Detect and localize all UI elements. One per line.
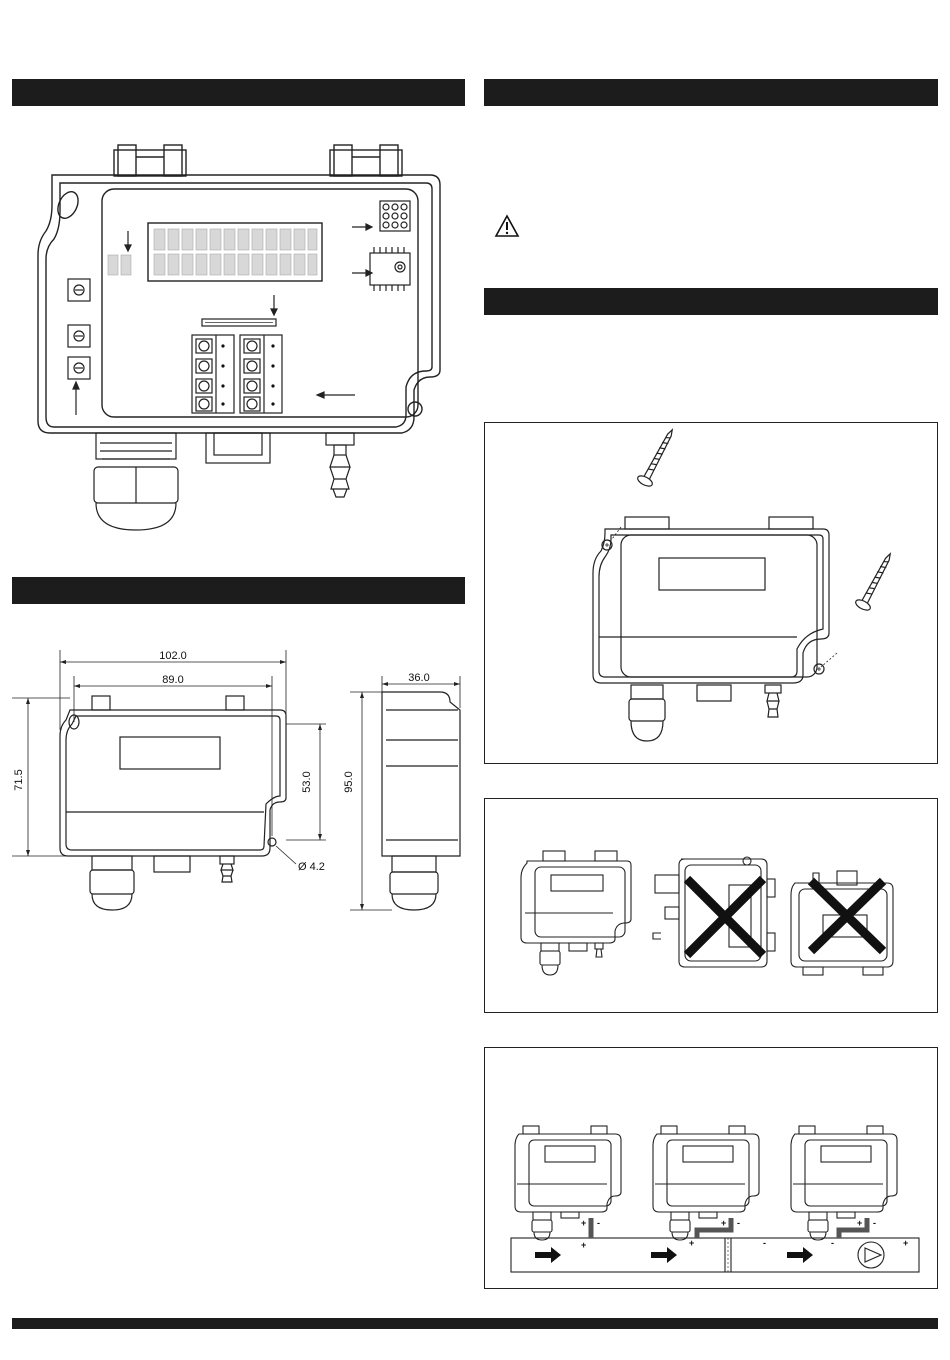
dim-inner-height: 53.0 <box>301 771 313 793</box>
svg-text:+: + <box>581 1240 587 1250</box>
svg-text:-: - <box>737 1218 740 1228</box>
svg-text:+: + <box>689 1238 695 1248</box>
cross-icon <box>687 879 883 955</box>
svg-text:-: - <box>763 1238 766 1248</box>
dim-width-overall: 102.0 <box>159 650 187 662</box>
svg-text:+: + <box>581 1218 587 1228</box>
dim-hole-spacing: 89.0 <box>162 674 184 686</box>
arrow-icon <box>535 1247 813 1263</box>
dim-side-height: 95.0 <box>343 771 355 793</box>
footer-bar <box>12 1318 938 1329</box>
svg-text:+: + <box>857 1218 863 1228</box>
dim-height-body: 71.5 <box>13 769 25 791</box>
panel-mounting <box>484 422 938 764</box>
panel-duct-installation <box>484 1047 938 1289</box>
orientation-illustration <box>485 799 939 1014</box>
dimension-drawing <box>0 640 470 920</box>
dim-side-depth: 36.0 <box>408 672 430 684</box>
device-internal-diagram <box>30 145 450 535</box>
svg-text:-: - <box>831 1238 834 1248</box>
warning-triangle-icon <box>494 214 520 238</box>
svg-text:+: + <box>721 1218 727 1228</box>
panel-orientation <box>484 798 938 1013</box>
svg-text:-: - <box>873 1218 876 1228</box>
section-bar-right-top <box>484 79 938 106</box>
section-bar-left-top <box>12 79 465 106</box>
duct-illustration <box>485 1048 939 1290</box>
section-bar-right-mid <box>484 288 938 315</box>
fan-icon <box>858 1242 884 1268</box>
dim-hole-diameter: Ø 4.2 <box>298 861 325 873</box>
mounting-illustration <box>485 423 939 765</box>
svg-text:-: - <box>597 1218 600 1228</box>
section-bar-left-mid <box>12 577 465 604</box>
svg-text:+: + <box>903 1238 909 1248</box>
